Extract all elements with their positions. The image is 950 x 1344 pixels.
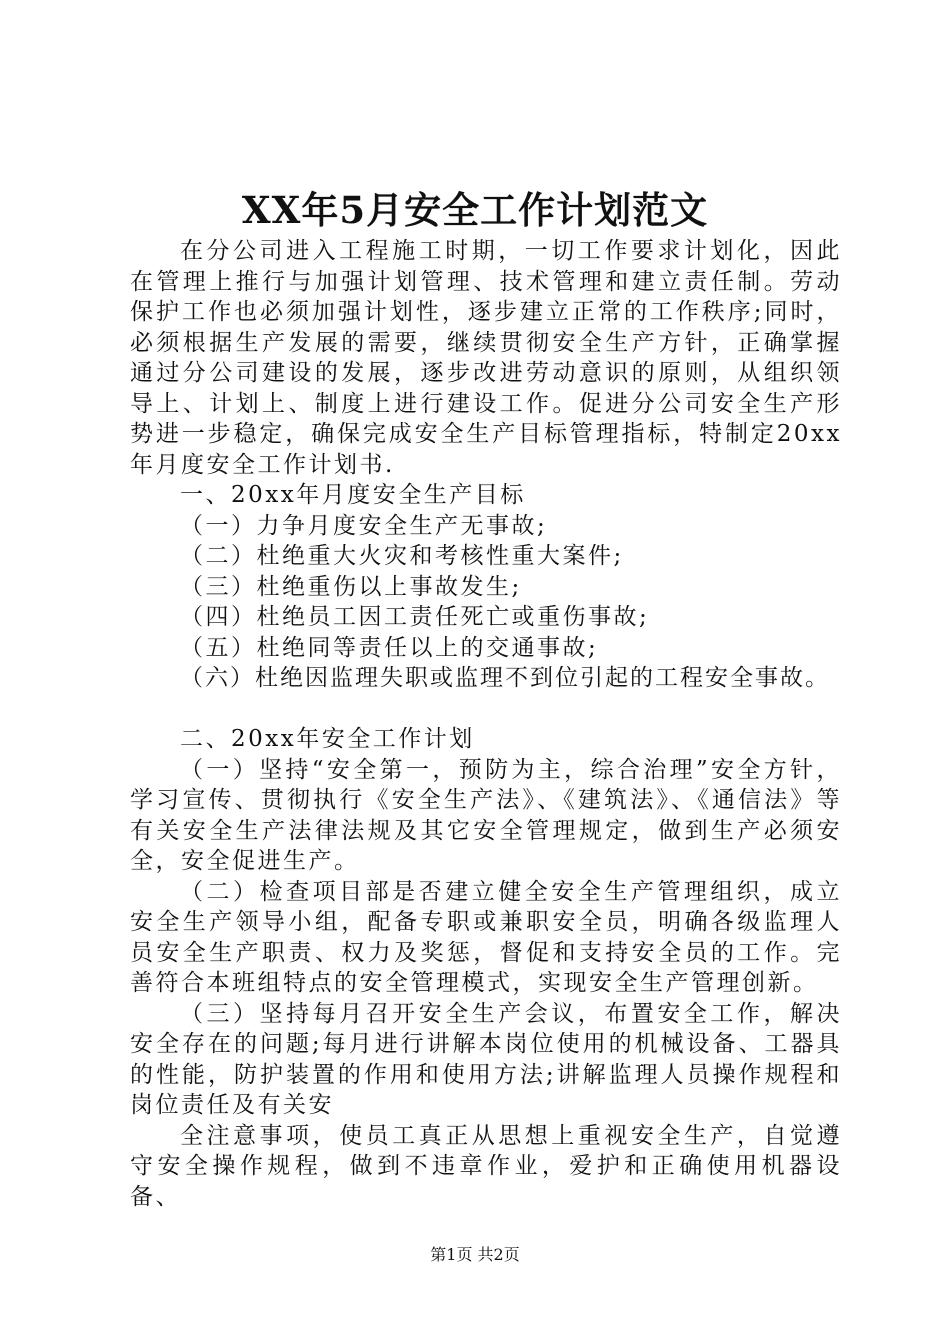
- section2-paragraph: （三）坚持每月召开安全生产会议，布置安全工作，解决安全存在的问题;每月进行讲解本岗位使用的机械设备、工器具的性能，防护装置的作用和使用方法;讲解监理人员操作规程和岗位责任及有关安: [130, 1000, 842, 1118]
- section1-item: （六）杜绝因监理失职或监理不到位引起的工程安全事故。: [180, 665, 830, 691]
- section1-item: （五）杜绝同等责任以上的交通事故;: [180, 634, 599, 661]
- section2-paragraph: （一）坚持“安全第一，预防为主，综合治理”安全方针，学习宣传、贯彻执行《安全生产法》、《建筑法》、《通信法》等有关安全生产法律法规及其它安全管理规定，做到生产必须安全，安全促进生产。: [130, 756, 842, 874]
- section2-paragraph: 全注意事项，使员工真正从思想上重视安全生产，自觉遵守安全操作规程，做到不违章作业，爱护和正确使用机器设备、: [130, 1122, 842, 1210]
- section2-heading: 二、20xx年安全工作计划: [180, 726, 475, 752]
- intro-paragraph: 在分公司进入工程施工时期，一切工作要求计划化，因此在管理上推行与加强计划管理、技术管理和建立责任制。劳动保护工作也必须加强计划性，逐步建立正常的工作秩序;同时，必须根据生产发展的需要，继续贯彻安全生产方针，正确掌握通过分公司建设的发展，逐步改进劳动意识的原则，从组织领导上、计划上、制度上进行建设工作。促进分公司安全生产形势进一步稳定，确保完成安全生产目标管理指标，特制定20xx年月度安全工作计划书.: [130, 238, 842, 478]
- section1-item: （一）力争月度安全生产无事故;: [180, 512, 548, 539]
- section1-heading: 一、20xx年月度安全生产目标: [180, 482, 526, 508]
- section1-item: （三）杜绝重伤以上事故发生;: [180, 573, 522, 600]
- document-body: [130, 236, 842, 1212]
- document-title: XX年5月安全工作计划范文: [241, 188, 709, 232]
- page-footer: 第1页 共2页: [430, 1245, 520, 1264]
- section2-paragraph: （二）检查项目部是否建立健全安全生产管理组织，成立安全生产领导小组，配备专职或兼职安全员，明确各级监理人员安全生产职责、权力及奖惩，督促和支持安全员的工作。完善符合本班组特点的安全管理模式，实现安全生产管理创新。: [130, 878, 842, 996]
- section1-item: （四）杜绝员工因工责任死亡或重伤事故;: [180, 604, 650, 630]
- paragraph-spacer: [130, 694, 842, 725]
- section1-item: （二）杜绝重大火灾和考核性重大案件;: [180, 543, 624, 569]
